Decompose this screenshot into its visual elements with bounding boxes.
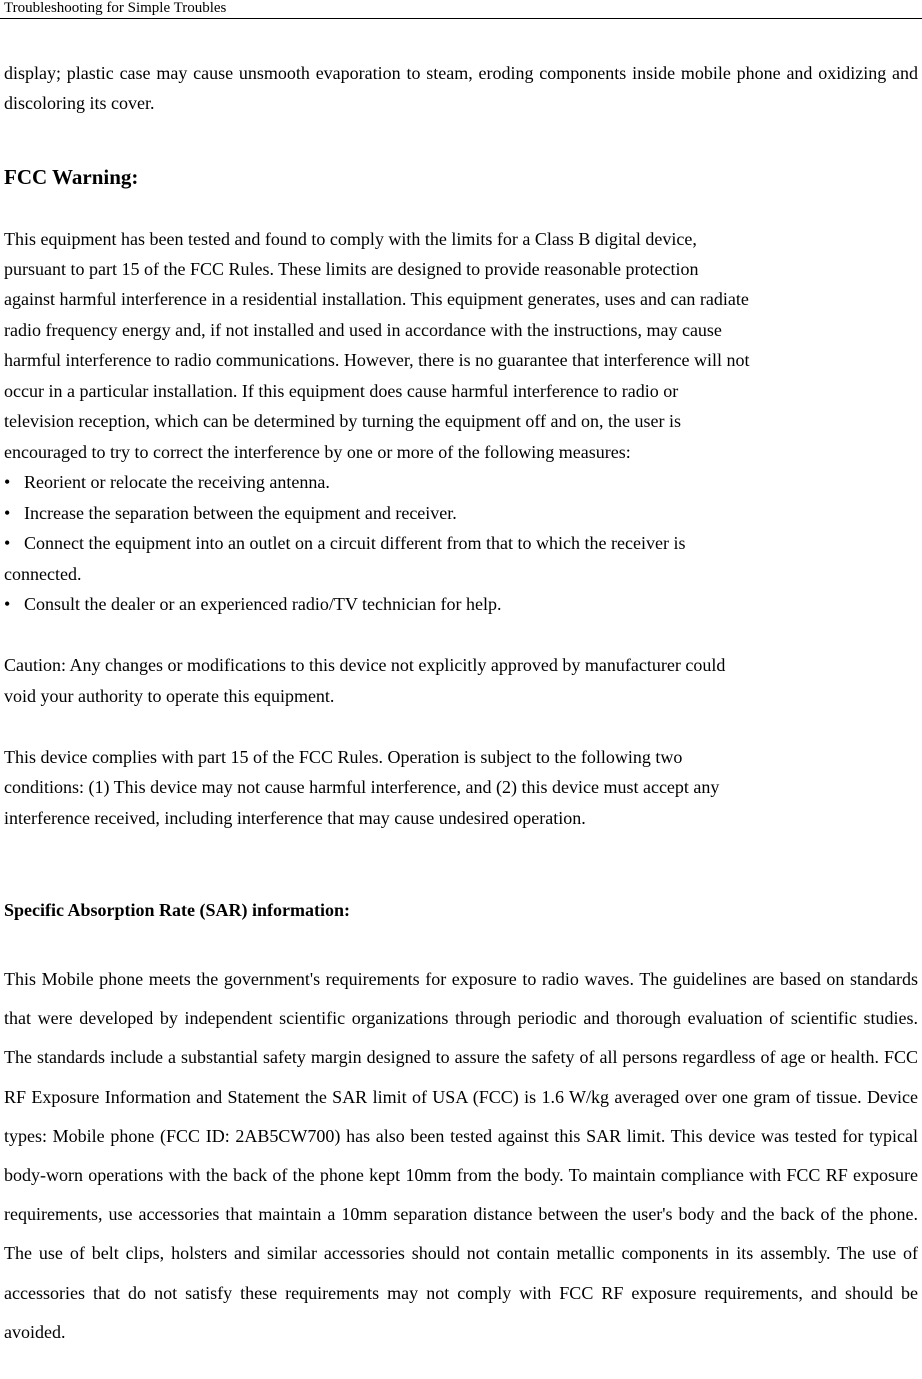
- sar-paragraph: This Mobile phone meets the government's requirements for exposure to radio waves. The guidelines are based on standards that were developed by independent scientific organizations through periodic and thorough evaluation of scientific studies. The standards include a substantial safety margin designed to assure the safety of all persons regardless of age or health. FCC RF Exposure Information and Statement the SAR limit of USA (FCC) is 1.6 W/kg averaged over one gram of tissue. Device types: Mobile phone (FCC ID: 2AB5CW700) has also been tested against this SAR limit. This device was tested for typical body-worn operations with the back of the phone kept 10mm from the body. To maintain compliance with FCC RF exposure requirements, use accessories that maintain a 10mm separation distance between the user's body and the back of the phone. The use of belt clips, holsters and similar accessories should not contain metallic components in its assembly. The use of accessories that do not satisfy these requirements may not comply with FCC RF exposure requirements, and should be avoided.: [4, 969, 918, 1342]
- fcc-body-line: television reception, which can be determined by turning the equipment off and on, the user is: [4, 411, 681, 431]
- fcc-body-line: radio frequency energy and, if not installed and used in accordance with the instructions, may cause: [4, 320, 722, 340]
- fcc-body-line: against harmful interference in a residential installation. This equipment generates, uses and can radiate: [4, 289, 749, 309]
- compliance-line: interference received, including interference that may cause undesired operation.: [4, 808, 586, 828]
- bullet-text: Consult the dealer or an experienced radio/TV technician for help.: [24, 594, 502, 614]
- fcc-body-line: pursuant to part 15 of the FCC Rules. These limits are designed to provide reasonable protection: [4, 259, 699, 279]
- caution-line: Caution: Any changes or modifications to this device not explicitly approved by manufacturer could: [4, 655, 726, 675]
- bullet-text: Increase the separation between the equipment and receiver.: [24, 503, 457, 523]
- page-header: Troubleshooting for Simple Troubles: [4, 0, 227, 16]
- fcc-body-line: harmful interference to radio communications. However, there is no guarantee that interference will not: [4, 350, 750, 370]
- fcc-bullet-item: [4, 502, 457, 524]
- bullet-dot: •: [4, 472, 11, 492]
- compliance-line: This device complies with part 15 of the FCC Rules. Operation is subject to the following two: [4, 747, 683, 767]
- fcc-body-line: encouraged to try to correct the interference by one or more of the following measures:: [4, 442, 631, 462]
- fcc-body-line: occur in a particular installation. If this equipment does cause harmful interference to radio or: [4, 381, 679, 401]
- fcc-bullet-item: [4, 593, 501, 615]
- sar-heading: Specific Absorption Rate (SAR) information:: [4, 900, 350, 920]
- fcc-bullet-item: [4, 532, 685, 554]
- bullet-dot: •: [4, 503, 11, 523]
- bullet-dot: •: [4, 594, 11, 614]
- bullet-text: Reorient or relocate the receiving antenna.: [24, 472, 330, 492]
- bullet-continuation: connected.: [4, 564, 82, 584]
- compliance-line: conditions: (1) This device may not cause harmful interference, and (2) this device must accept any: [4, 777, 720, 797]
- bullet-dot: •: [4, 533, 11, 553]
- fcc-bullet-item: [4, 471, 330, 493]
- fcc-body-line: This equipment has been tested and found to comply with the limits for a Class B digital device,: [4, 229, 697, 249]
- caution-line: void your authority to operate this equipment.: [4, 686, 335, 706]
- bullet-text: Connect the equipment into an outlet on a circuit different from that to which the receiver is: [24, 533, 686, 553]
- fcc-warning-heading: FCC Warning:: [4, 165, 139, 189]
- header-divider: [0, 18, 922, 19]
- intro-paragraph: display; plastic case may cause unsmooth evaporation to steam, eroding components inside mobile phone and oxidizing and discoloring its cover.: [4, 63, 918, 113]
